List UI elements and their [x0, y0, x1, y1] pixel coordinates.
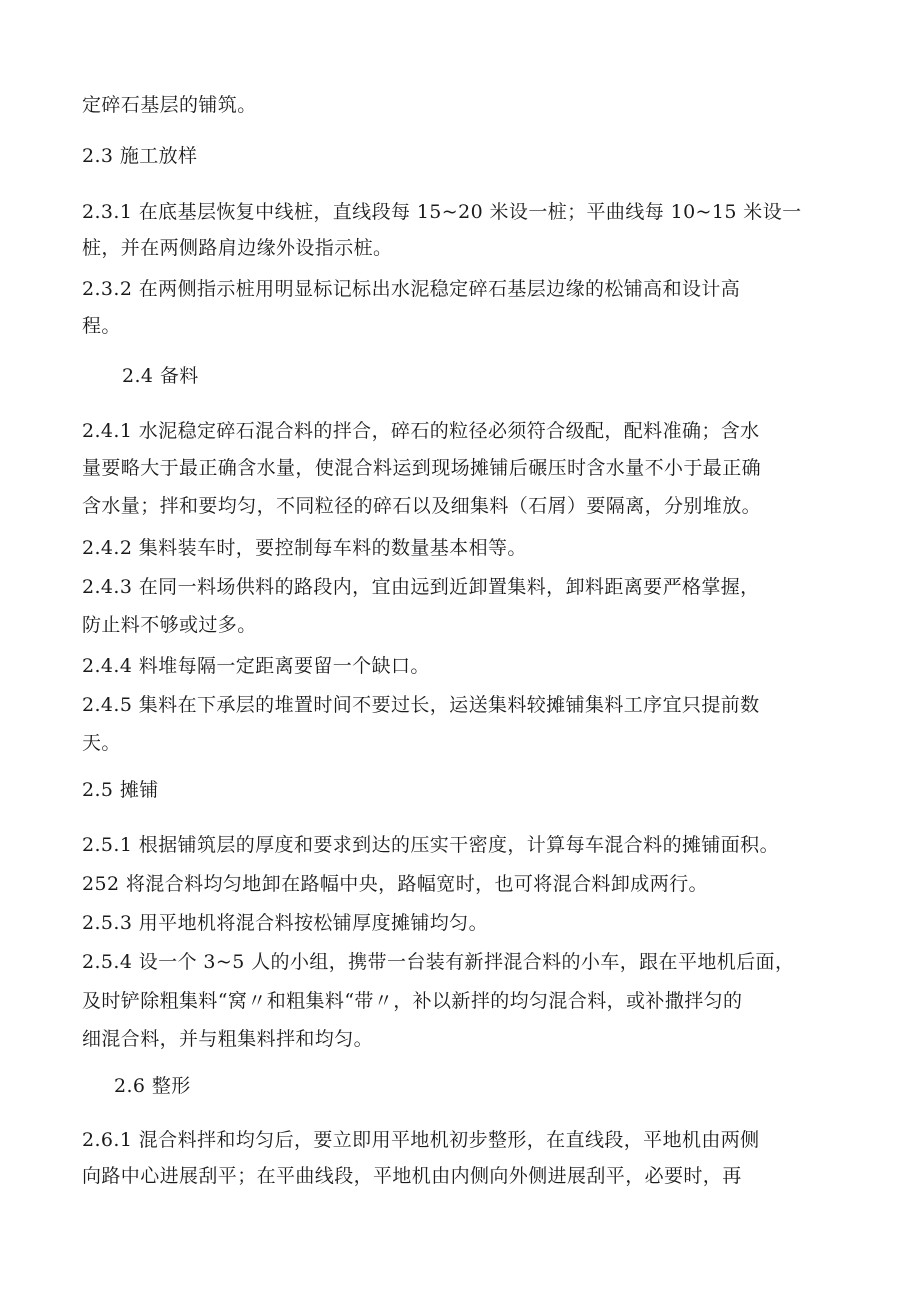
text-line: 2.4.5 集料在下承层的堆置时间不要过长，运送集料较摊铺集料工序宜只提前数 — [82, 694, 760, 716]
text-line: 2.4.4 料堆每隔一定距离要留一个缺口。 — [82, 655, 430, 677]
text-line: 2.4.3 在同一料场供料的路段内，宜由远到近卸置集料，卸料距离要严格掌握， — [82, 576, 760, 598]
text-line: 2.5.4 设一个 3~5 人的小组，携带一台装有新拌混合料的小车，跟在平地机后面， — [82, 951, 795, 973]
text-line: 2.5.1 根据铺筑层的厚度和要求到达的压实干密度，计算每车混合料的摊铺面积。 — [82, 834, 779, 856]
text-line: 定碎石基层的铺筑。 — [82, 94, 257, 116]
text-line: 2.5.3 用平地机将混合料按松铺厚度摊铺均匀。 — [82, 912, 488, 934]
text-line: 2.3.2 在两侧指示桩用明显标记标出水泥稳定碎石基层边缘的松铺高和设计高 — [82, 278, 741, 300]
text-line: 含水量；拌和要均匀，不同粒径的碎石以及细集料（石屑）要隔离，分别堆放。 — [82, 495, 762, 517]
text-line: 细混合料，并与粗集料拌和均匀。 — [82, 1028, 374, 1050]
text-line: 2.4.1 水泥稳定碎石混合料的拌合，碎石的粒径必须符合级配，配料准确；含水 — [82, 420, 760, 442]
text-line: 2.6.1 混合料拌和均匀后，要立即用平地机初步整形，在直线段，平地机由两侧 — [82, 1129, 760, 1151]
section-heading: 2.4 备料 — [122, 365, 199, 387]
text-line: 252 将混合料均匀地卸在路幅中央，路幅宽时，也可将混合料卸成两行。 — [82, 873, 708, 895]
text-line: 量要略大于最正确含水量，使混合料运到现场摊铺后碾压时含水量不小于最正确 — [82, 457, 762, 479]
text-line: 程。 — [82, 315, 121, 337]
text-line: 桩，并在两侧路肩边缘外设指示桩。 — [82, 237, 393, 259]
text-line: 2.4.2 集料装车时，要控制每车料的数量基本相等。 — [82, 537, 527, 559]
text-line: 及时铲除粗集料“窝〃和粗集料“带〃，补以新拌的均匀混合料，或补撒拌匀的 — [82, 990, 743, 1012]
text-line: 防止料不够或过多。 — [82, 614, 257, 636]
section-heading: 2.5 摊铺 — [82, 779, 159, 801]
text-line: 向路中心进展刮平；在平曲线段，平地机由内侧向外侧进展刮平，必要时，再 — [82, 1165, 742, 1187]
section-heading: 2.6 整形 — [114, 1075, 191, 1097]
text-line: 2.3.1 在底基层恢复中线桩，直线段每 15~20 米设一桩；平曲线每 10~15 米设一 — [82, 201, 802, 223]
section-heading: 2.3 施工放样 — [82, 145, 198, 167]
text-line: 天。 — [82, 732, 121, 754]
